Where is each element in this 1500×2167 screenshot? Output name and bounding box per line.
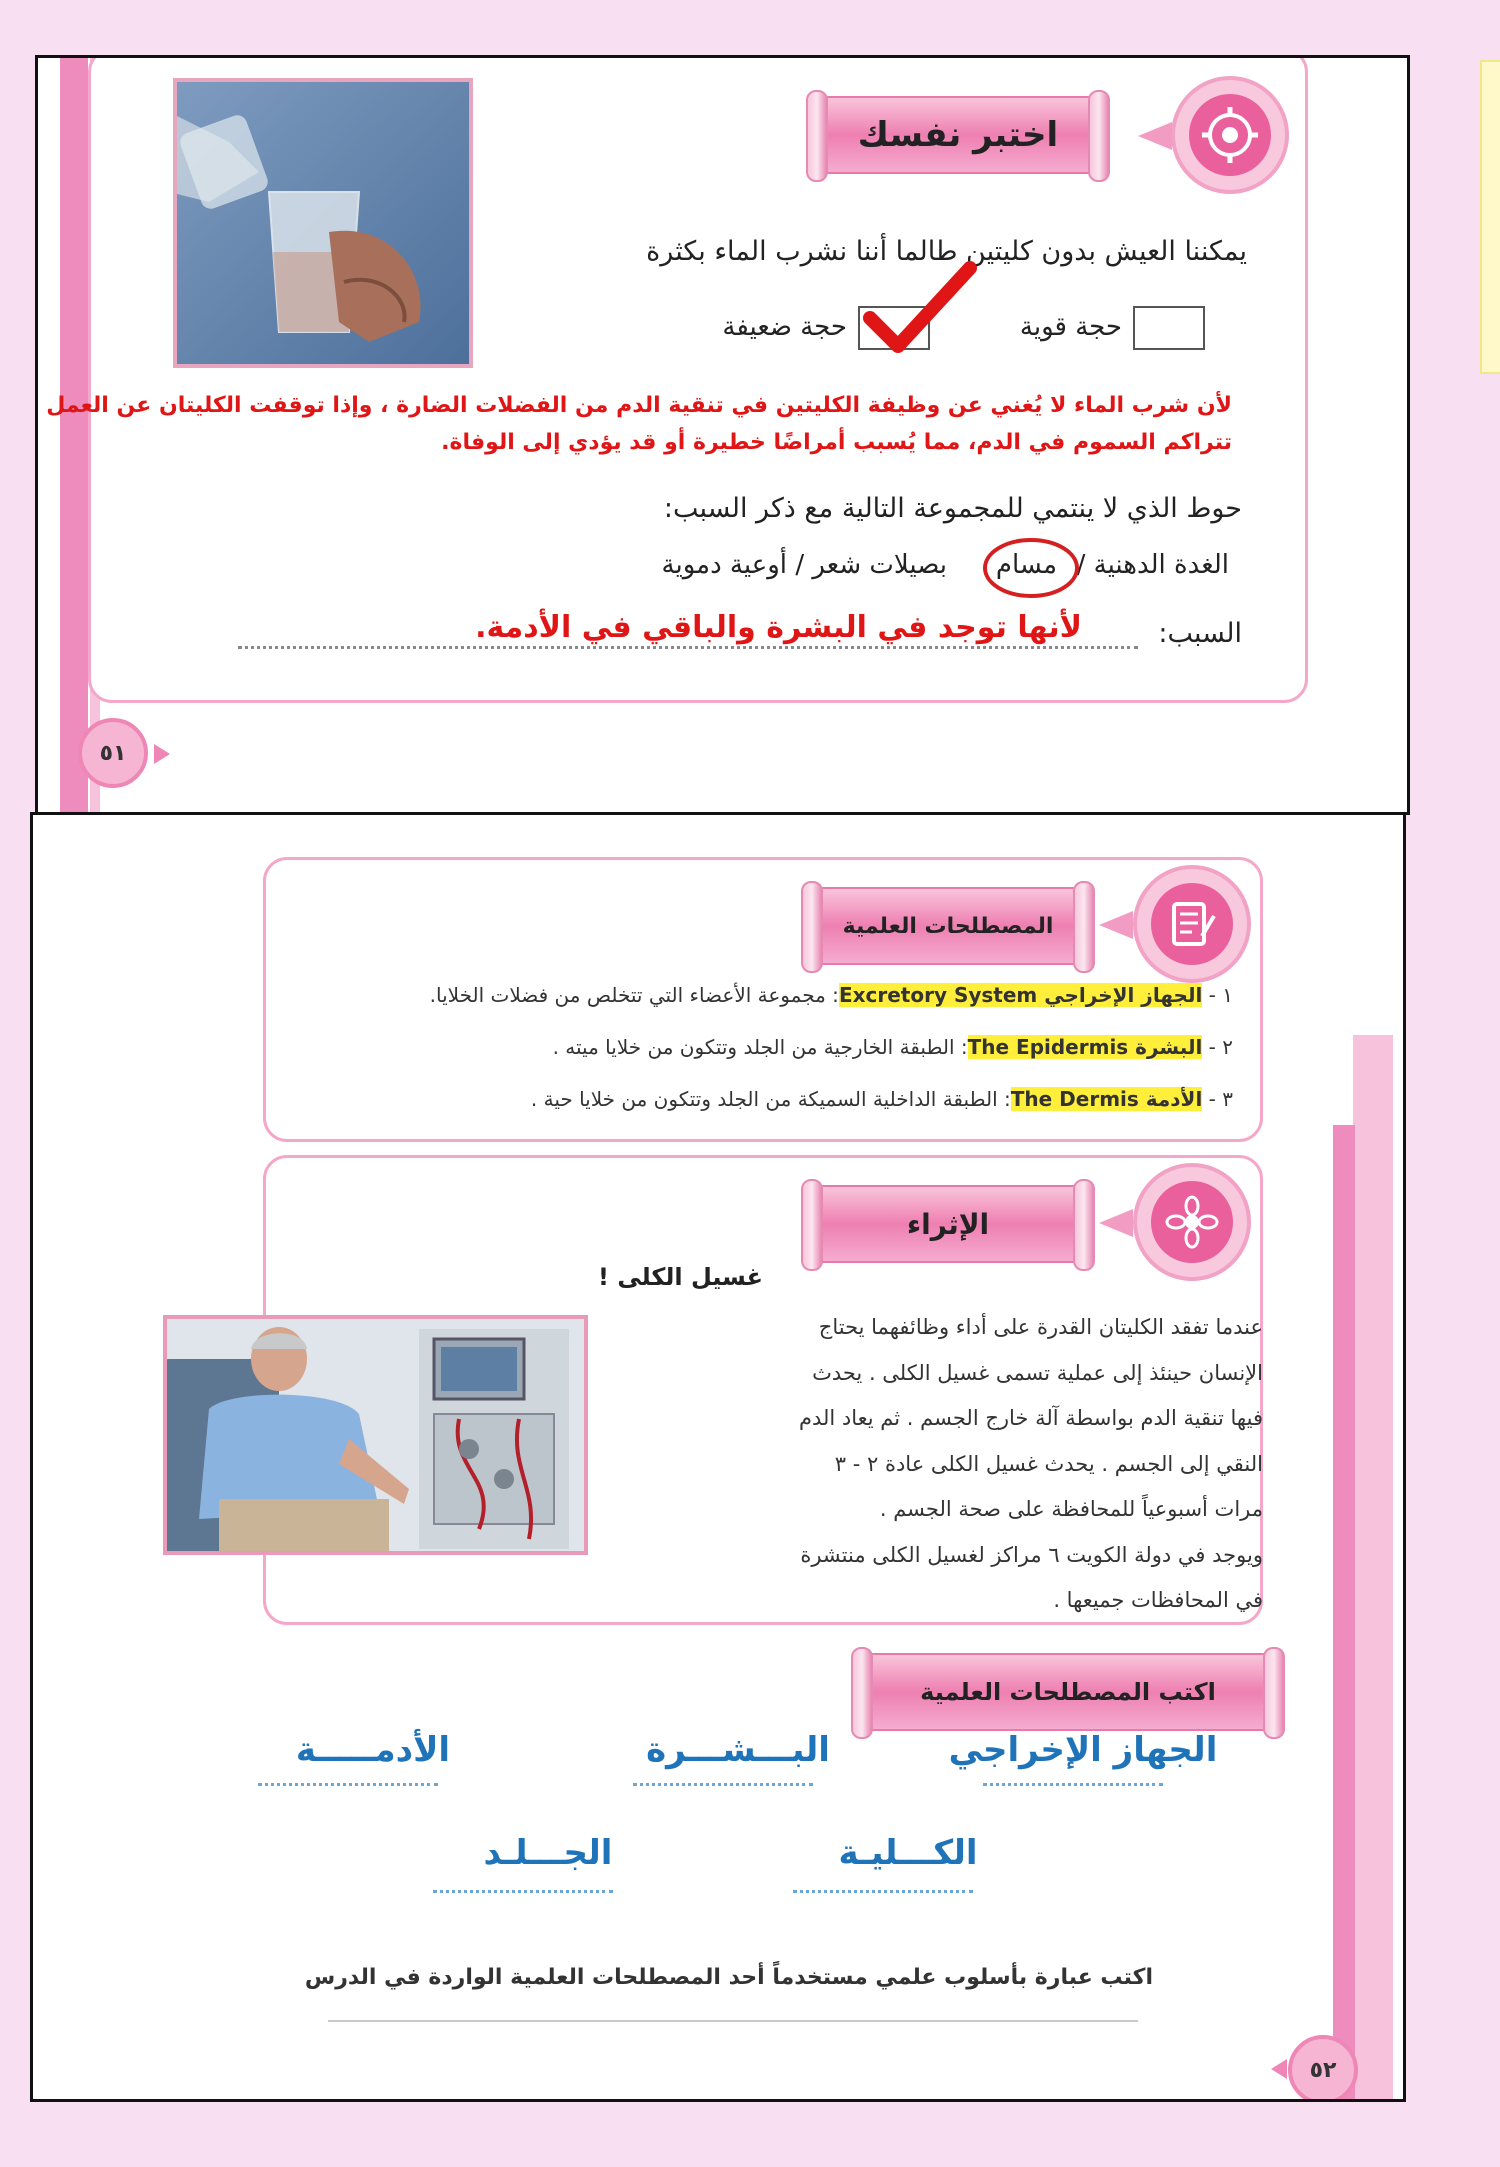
write-term-1-line[interactable] xyxy=(983,1783,1163,1786)
page-number-52 xyxy=(1288,2035,1358,2102)
reason-dotted-line xyxy=(238,646,1138,649)
group-item-4: أوعية دموية xyxy=(661,550,787,580)
term-name: الأدمة The Dermis xyxy=(1010,1087,1203,1111)
enrichment-line: ويوجد في دولة الكويت ٦ مراكز لغسيل الكلى منتشرة xyxy=(800,1542,1263,1567)
term-definition: مجموعة الأعضاء التي تتخلص من فضلات الخلايا. xyxy=(429,983,826,1007)
notes-badge-icon xyxy=(1164,896,1220,952)
right-edge-strip xyxy=(1333,1125,1355,2102)
reason-label: السبب: xyxy=(1158,618,1242,649)
water-glass-photo xyxy=(173,78,473,368)
weak-argument-label: حجة ضعيفة xyxy=(722,312,847,342)
write-term-3: الأدمـــــة xyxy=(295,1730,451,1770)
enrichment-badge xyxy=(1133,1163,1251,1281)
page-51 xyxy=(35,55,1410,815)
write-term-2: البـــشـــرة xyxy=(646,1730,830,1770)
write-term-5: الجـــلـد xyxy=(483,1833,613,1873)
term-name: البشرة The Epidermis xyxy=(967,1035,1203,1059)
term-number: ٢ - xyxy=(1208,1035,1233,1059)
answer-line-2: تتراكم السموم في الدم، مما يُسبب أمراضًا خطيرة أو قد يؤدي إلى الوفاة. xyxy=(441,430,1232,455)
enrichment-line: فيها تنقية الدم بواسطة آلة خارج الجسم . ثم يعاد الدم xyxy=(798,1406,1263,1430)
write-term-1: الجهاز الإخراجي xyxy=(948,1730,1218,1770)
term-number: ١ - xyxy=(1208,983,1233,1007)
enrichment-banner xyxy=(813,1185,1083,1263)
final-instruction: اكتب عبارة بأسلوب علمي مستخدماً أحد المصطلحات العلمية الواردة في الدرس xyxy=(304,1965,1153,1990)
enrichment-line: عندما تفقد الكليتان القدرة على أداء وظائفهما يحتاج xyxy=(818,1315,1263,1339)
reason-answer: لأنها توجد في البشرة والباقي في الأدمة. xyxy=(475,610,1082,645)
enrichment-line: النقي إلى الجسم . يحدث غسيل الكلى عادة ٢ - ٣ xyxy=(834,1451,1263,1476)
write-term-4-line[interactable] xyxy=(793,1890,973,1893)
section-banner xyxy=(818,96,1098,174)
section-title: اختبر نفسك xyxy=(857,115,1059,155)
term-row-1: ١ - الجهاز الإخراجي Excretory System: مجموعة الأعضاء التي تتخلص من فضلات الخلايا. xyxy=(429,983,1233,1007)
enrichment-title: الإثراء xyxy=(906,1207,990,1241)
write-term-3-line[interactable] xyxy=(258,1783,438,1786)
dialysis-photo xyxy=(163,1315,588,1555)
statement-text: يمكننا العيش بدون كليتين طالما أننا نشرب الماء بكثرة xyxy=(646,236,1247,267)
gear-badge-icon xyxy=(1200,105,1260,165)
term-definition: الطبقة الداخلية السميكة من الجلد وتتكون من خلايا حية . xyxy=(530,1087,998,1111)
group-item-1: الغدة الدهنية / xyxy=(1076,550,1229,580)
enrichment-line: مرات أسبوعياً للمحافظة على صحة الجسم . xyxy=(879,1497,1263,1521)
page-52 xyxy=(30,812,1406,2102)
enrichment-line: الإنسان حينئذ إلى عملية تسمى غسيل الكلى . يحدث xyxy=(812,1360,1263,1385)
right-edge-strip-light xyxy=(1353,1035,1393,2102)
enrichment-paragraph xyxy=(623,1305,1263,1624)
badge-arrow xyxy=(1099,911,1133,939)
circle-mark xyxy=(981,536,1081,600)
enrichment-line: في المحافظات جميعها . xyxy=(1053,1588,1263,1612)
write-terms-banner xyxy=(863,1653,1273,1731)
term-number: ٣ - xyxy=(1208,1087,1233,1111)
term-row-2: ٢ - البشرة The Epidermis: الطبقة الخارجية من الجلد وتتكون من خلايا ميته . xyxy=(552,1035,1233,1059)
badge-arrow xyxy=(1138,122,1172,150)
write-terms-title: اكتب المصطلحات العلمية xyxy=(920,1678,1216,1706)
terms-banner xyxy=(813,887,1083,965)
write-term-4: الكـــليـة xyxy=(838,1833,978,1873)
write-term-2-line[interactable] xyxy=(633,1783,813,1786)
checkmark-icon xyxy=(860,258,980,358)
flower-badge-icon xyxy=(1164,1194,1220,1250)
page-edge-strip xyxy=(60,58,88,815)
term-row-3: ٣ - الأدمة The Dermis: الطبقة الداخلية السميكة من الجلد وتتكون من خلايا حية . xyxy=(530,1087,1233,1111)
enrichment-heading: غسيل الكلى ! xyxy=(598,1263,763,1291)
answer-line-1: لأن شرب الماء لا يُغني عن وظيفة الكليتين في تنقية الدم من الفضلات الضارة ، وإذا توقفت الكليتان عن العمل xyxy=(46,393,1232,418)
page-number-text: ٥١ xyxy=(99,740,127,766)
badge-arrow xyxy=(1099,1209,1133,1237)
strong-argument-checkbox[interactable] xyxy=(1133,306,1205,350)
group-item-circled: مسام xyxy=(995,550,1057,580)
page-number-51 xyxy=(78,718,148,788)
term-name: الجهاز الإخراجي Excretory System xyxy=(838,983,1203,1007)
page-number-arrow xyxy=(1271,2059,1287,2079)
write-term-5-line[interactable] xyxy=(433,1890,613,1893)
side-sticky-note xyxy=(1480,60,1500,374)
answer-line[interactable] xyxy=(328,2020,1138,2022)
term-definition: الطبقة الخارجية من الجلد وتتكون من خلايا ميته . xyxy=(552,1035,955,1059)
page-number-text: ٥٢ xyxy=(1309,2057,1337,2083)
strong-argument-label: حجة قوية xyxy=(1019,312,1122,342)
terms-badge xyxy=(1133,865,1251,983)
terms-title: المصطلحات العلمية xyxy=(842,913,1054,939)
self-test-badge xyxy=(1171,76,1289,194)
page-number-arrow xyxy=(154,744,170,764)
group-item-3: بصيلات شعر / xyxy=(795,550,947,580)
odd-one-question: حوط الذي لا ينتمي للمجموعة التالية مع ذكر السبب: xyxy=(663,493,1242,524)
